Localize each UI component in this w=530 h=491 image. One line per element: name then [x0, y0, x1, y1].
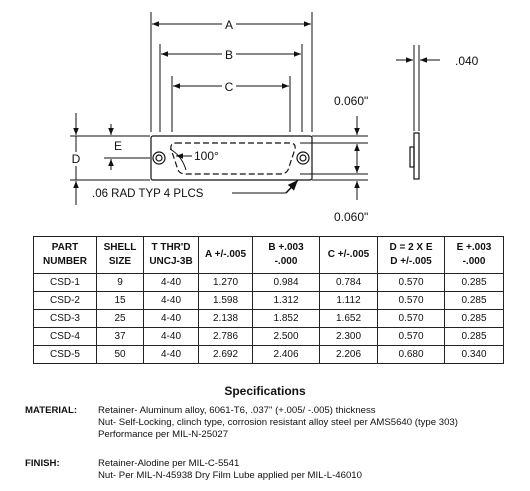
- table-row: [34, 328, 504, 346]
- specifications-title: Specifications: [224, 384, 306, 398]
- table-cell: 1.652: [320, 310, 378, 328]
- material-label: MATERIAL:: [25, 405, 78, 416]
- table-header-row: [34, 237, 504, 274]
- table-cell: 37: [97, 328, 144, 346]
- table-row: [34, 346, 504, 364]
- table-cell: 1.270: [199, 274, 253, 292]
- table-cell: 0.570: [378, 328, 445, 346]
- table-cell: 25: [97, 310, 144, 328]
- table-cell: 0.285: [445, 310, 504, 328]
- col-header: C +/-.005: [320, 237, 378, 274]
- table-cell: 2.206: [320, 346, 378, 364]
- table-cell: 0.340: [445, 346, 504, 364]
- col-header: PART NUMBER: [34, 237, 97, 274]
- material-line: Performance per MIL-N-25027: [98, 429, 229, 440]
- table-cell: CSD-1: [34, 274, 97, 292]
- gap-top-label: 0.060": [334, 94, 369, 108]
- table-cell: CSD-2: [34, 292, 97, 310]
- finish-line: Retainer-Alodine per MIL-C-5541: [98, 458, 240, 469]
- side-view: [414, 133, 419, 179]
- col-header: D = 2 X E D +/-.005: [378, 237, 445, 274]
- col-header: SHELL SIZE: [97, 237, 144, 274]
- angle-label: 100°: [194, 149, 219, 163]
- table-cell: CSD-3: [34, 310, 97, 328]
- table-cell: 2.406: [253, 346, 320, 364]
- right-nut-hole: [297, 152, 309, 164]
- table-row: [34, 310, 504, 328]
- table-cell: 9: [97, 274, 144, 292]
- table-cell: 2.500: [253, 328, 320, 346]
- table-cell: 0.984: [253, 274, 320, 292]
- col-header: T THR'D UNCJ-3B: [144, 237, 199, 274]
- table-cell: 1.598: [199, 292, 253, 310]
- finish-label: FINISH:: [25, 458, 60, 469]
- table-cell: 50: [97, 346, 144, 364]
- table-cell: 15: [97, 292, 144, 310]
- table-row: [34, 292, 504, 310]
- table-cell: 2.138: [199, 310, 253, 328]
- table-cell: 0.570: [378, 274, 445, 292]
- dim-c-label: C: [224, 80, 234, 94]
- table-cell: 1.112: [320, 292, 378, 310]
- dim-b-label: B: [224, 48, 234, 62]
- gap-bottom-label: 0.060": [334, 210, 369, 224]
- technical-drawing: [0, 0, 530, 240]
- parts-table: [33, 236, 504, 364]
- finish-line: Nut- Per MIL-N-45938 Dry Film Lube applied per MIL-L-46010: [98, 470, 362, 481]
- table-cell: 0.285: [445, 274, 504, 292]
- material-line: Nut- Self-Locking, clinch type, corrosion resistant alloy steel per AMS5640 (type 303): [98, 417, 458, 428]
- table-cell: 4-40: [144, 274, 199, 292]
- thickness-label: .040: [455, 54, 479, 68]
- table-cell: 0.285: [445, 292, 504, 310]
- table-cell: 2.786: [199, 328, 253, 346]
- table-cell: 0.570: [378, 292, 445, 310]
- col-header: A +/-.005: [199, 237, 253, 274]
- table-cell: 1.312: [253, 292, 320, 310]
- col-header: B +.003 -.000: [253, 237, 320, 274]
- left-nut-hole: [153, 152, 165, 164]
- table-cell: CSD-4: [34, 328, 97, 346]
- table-cell: 1.852: [253, 310, 320, 328]
- table-row: [34, 274, 504, 292]
- table-cell: 0.784: [320, 274, 378, 292]
- dim-d-label: D: [71, 152, 81, 166]
- dim-a-label: A: [224, 18, 234, 32]
- table-cell: CSD-5: [34, 346, 97, 364]
- table-cell: 4-40: [144, 328, 199, 346]
- col-header: E +.003 -.000: [445, 237, 504, 274]
- connector-opening: [171, 143, 295, 174]
- material-line: Retainer- Aluminum alloy, 6061-T6, .037" (+.005/ -.005) thickness: [98, 405, 376, 416]
- table-cell: 4-40: [144, 346, 199, 364]
- dim-e-label: E: [113, 139, 123, 153]
- table-cell: 0.285: [445, 328, 504, 346]
- table-cell: 0.570: [378, 310, 445, 328]
- table-cell: 2.692: [199, 346, 253, 364]
- radius-note: .06 RAD TYP 4 PLCS: [92, 188, 204, 200]
- table-cell: 4-40: [144, 310, 199, 328]
- table-cell: 4-40: [144, 292, 199, 310]
- table-cell: 2.300: [320, 328, 378, 346]
- table-cell: 0.680: [378, 346, 445, 364]
